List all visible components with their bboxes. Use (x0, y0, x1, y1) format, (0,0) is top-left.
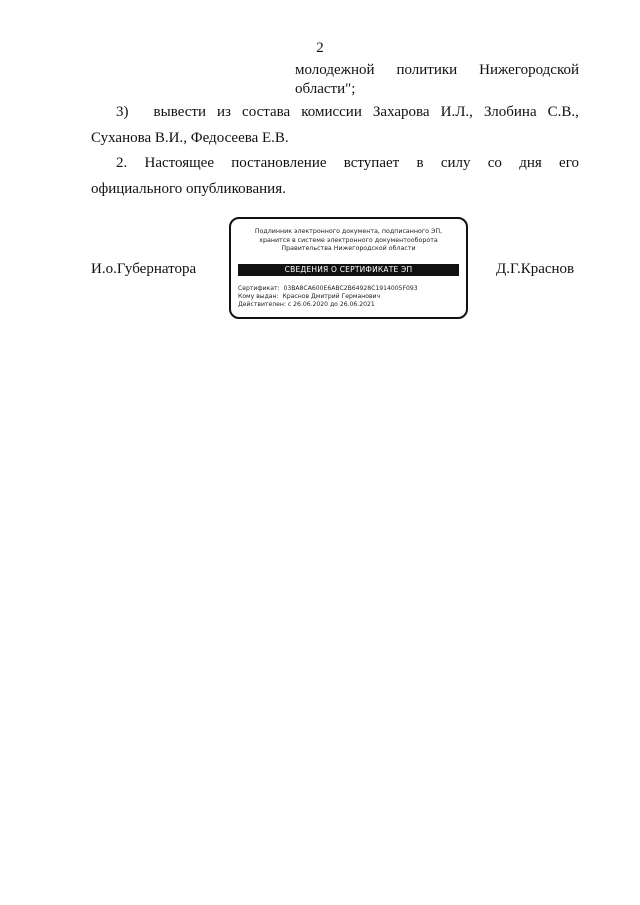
certificate-value: 03BA8CA600E6ABC2B64928C1914005F093 (283, 285, 418, 292)
word: со (487, 155, 502, 171)
stamp-header-line: Правительства Нижегородской области (281, 245, 416, 252)
validity-row (238, 301, 418, 309)
item-3-line-1 (116, 104, 579, 121)
word: 2. (116, 155, 128, 171)
word: Злобина (483, 104, 537, 120)
stamp-header (231, 228, 466, 254)
word: его (559, 155, 579, 171)
word: Настоящее (144, 155, 215, 171)
issued-to-label: Кому выдан: (238, 293, 279, 301)
page-number: 2 (316, 40, 324, 56)
continuation-line-2: области"; (295, 81, 356, 97)
validity-label: Действителен: (238, 301, 286, 309)
word: состава (242, 104, 291, 120)
validity-value: с 26.06.2020 до 26.06.2021 (287, 301, 375, 309)
certificate-row (238, 285, 418, 293)
stamp-header-line: хранится в системе электронного документооборота (259, 236, 438, 244)
word: И.Л., (440, 104, 473, 120)
word: в (416, 155, 424, 171)
point-2-line-2: официального опубликования. (91, 181, 286, 197)
word: С.В., (547, 104, 579, 120)
word: Нижегородской (479, 62, 579, 78)
word: силу (440, 155, 471, 171)
word: вступает (343, 155, 400, 171)
word: постановление (231, 155, 327, 171)
stamp-header-line: Подлинник электронного документа, подписанного ЭП, (254, 228, 443, 235)
issued-to-value: Краснов Дмитрий Германович (282, 293, 381, 301)
word: вывести (153, 104, 206, 120)
signatory-position: И.о.Губернатора (91, 261, 197, 277)
stamp-title-bar: СВЕДЕНИЯ О СЕРТИФИКАТЕ ЭП (238, 264, 459, 276)
word: из (217, 104, 231, 120)
item-number: 3) (116, 104, 129, 120)
word: Захарова (372, 104, 430, 120)
point-2-line-1 (116, 155, 579, 172)
word: молодежной (295, 62, 375, 78)
item-3-line-2: Суханова В.И., Федосеева Е.В. (91, 130, 289, 146)
stamp-certificate-info (238, 285, 418, 310)
word: политики (396, 62, 458, 78)
electronic-signature-stamp (229, 217, 468, 319)
word: дня (519, 155, 542, 171)
certificate-label: Сертификат: (238, 285, 280, 292)
signatory-name: Д.Г.Краснов (496, 261, 575, 277)
continuation-line-1 (295, 62, 579, 79)
word: комиссии (301, 104, 362, 120)
